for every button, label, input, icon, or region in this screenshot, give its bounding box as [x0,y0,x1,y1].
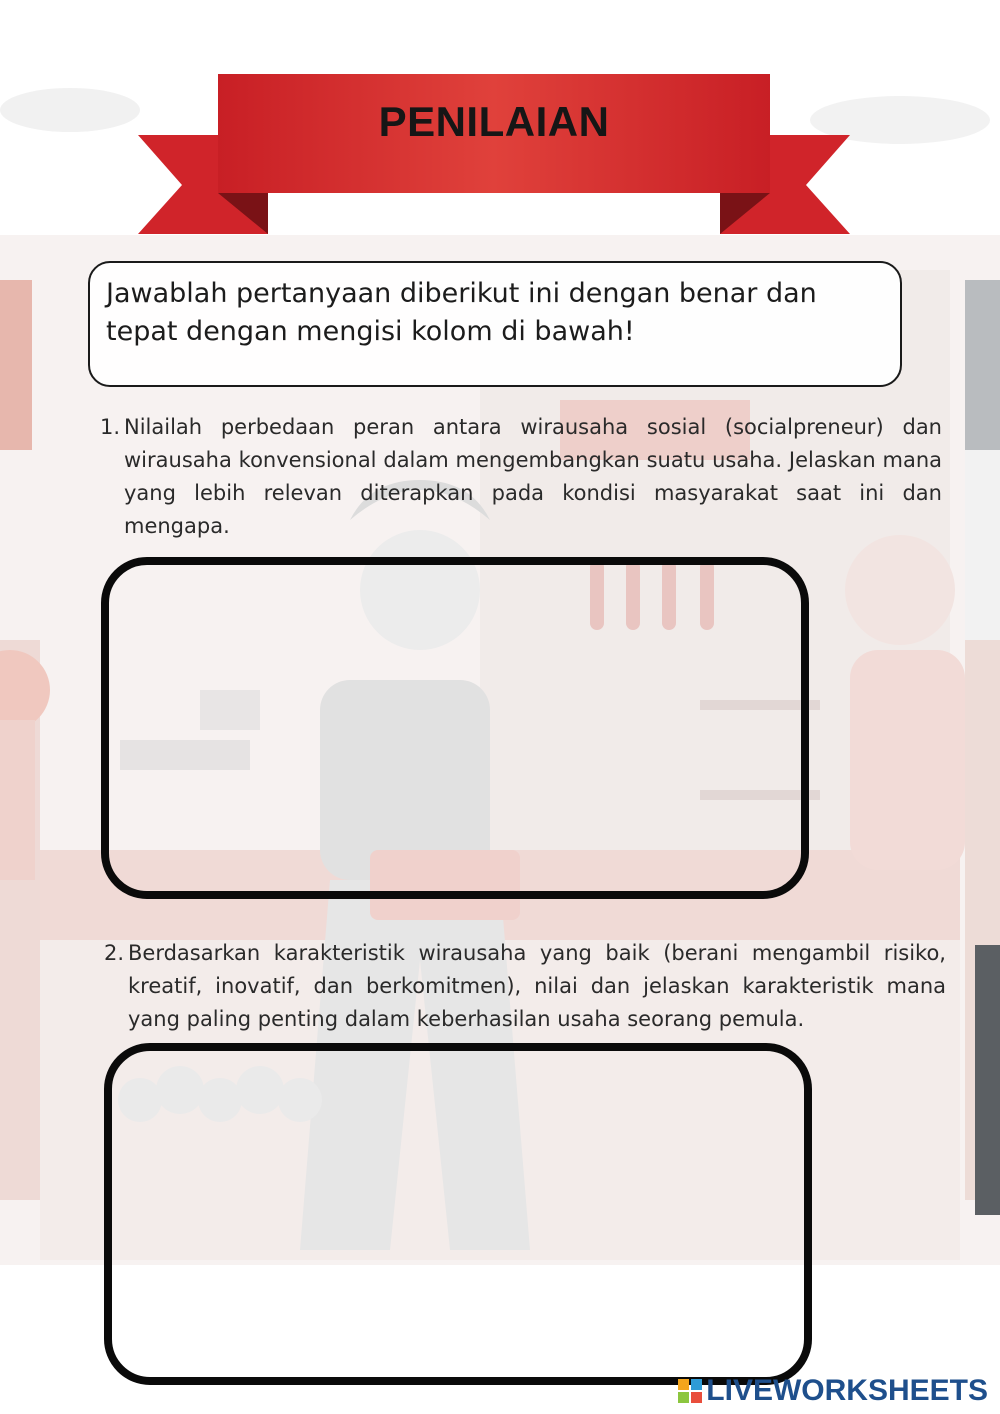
instruction-box [88,261,902,387]
question-number: 2. [104,941,125,965]
answer-box-2[interactable] [104,1043,812,1385]
question-1 [100,411,942,543]
brand-name: LIVEWORKSHEETS [706,1374,988,1407]
question-number: 1. [100,415,121,439]
brand-watermark [678,1374,988,1408]
question-2 [104,937,946,1036]
instruction-text: Jawablah pertanyaan diberikut ini dengan benar dan tepat dengan mengisi kolom di bawah! [106,278,817,347]
title-ribbon [0,0,1000,250]
question-text: Nilailah perbedaan peran antara wirausaha sosial (socialpreneur) dan wirausaha konvensional dalam mengembangkan suatu usaha. Jelaskan mana yang lebih relevan diterapkan pada kondisi masyarakat saat ini dan mengapa. [124,415,942,538]
brand-logo-icon [678,1379,702,1403]
page-title: PENILAIAN [378,98,610,145]
question-text: Berdasarkan karakteristik wirausaha yang baik (berani mengambil risiko, kreatif, inovatif, dan berkomitmen), nilai dan jelaskan karakteristik mana yang paling penting dalam keberhasilan usaha seorang pemula. [128,941,946,1031]
answer-box-1[interactable] [101,557,809,899]
